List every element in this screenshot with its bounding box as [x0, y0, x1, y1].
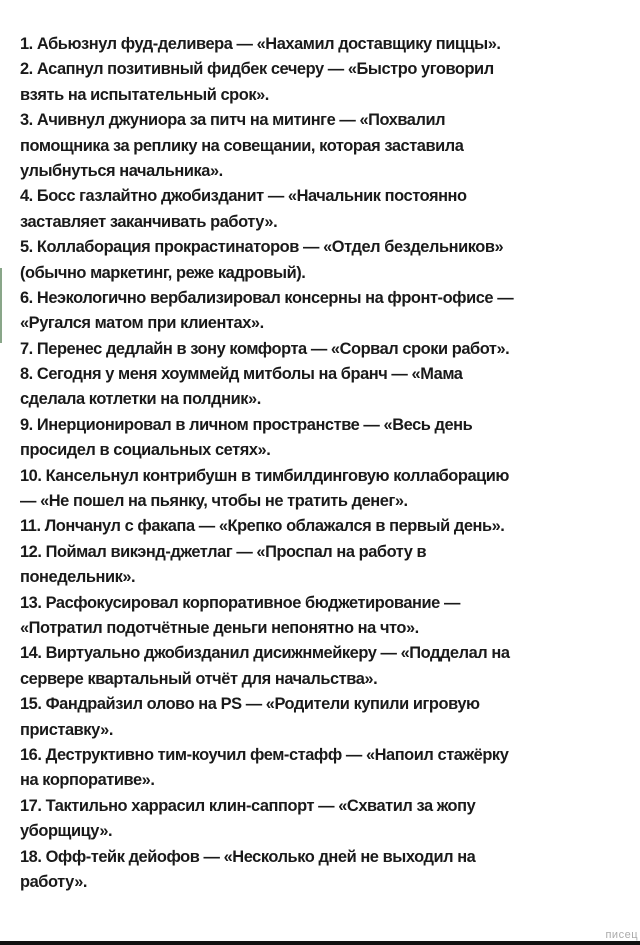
- list-item-line: сервере квартальный отчёт для начальства».: [20, 669, 378, 688]
- list-item: [20, 591, 635, 642]
- list-item: [20, 57, 635, 108]
- list-item: [20, 794, 635, 845]
- list-item-line: 17. Тактильно харрасил клин-саппорт — «Схватил за жопу: [20, 796, 476, 815]
- list-item-line: 6. Неэкологично вербализировал консерны на фронт-офисе —: [20, 288, 514, 307]
- list-item-line: 2. Асапнул позитивный фидбек сечеру — «Быстро уговорил: [20, 60, 494, 79]
- list-item-line: 12. Поймал викэнд-джетлаг — «Проспал на работу в: [20, 542, 427, 561]
- list-item: [20, 845, 635, 896]
- list-item-line: «Ругался матом при клиентах».: [20, 314, 264, 333]
- list-item-line: 11. Лончанул с факапа — «Крепко облажался в первый день».: [20, 517, 505, 536]
- list-item-line: заставляет заканчивать работу».: [20, 212, 278, 231]
- list-item-line: 14. Виртуально джобизданил дисижнмейкеру — «Подделал на: [20, 644, 510, 663]
- list-item: [20, 235, 635, 286]
- list-item-line: просидел в социальных сетях».: [20, 441, 271, 460]
- list-item: [20, 514, 635, 539]
- list-item: [20, 641, 635, 692]
- left-edge-decoration: [0, 268, 2, 343]
- list-item-line: 7. Перенес дедлайн в зону комфорта — «Сорвал сроки работ».: [20, 339, 510, 358]
- list-item-line: помощника за реплику на совещании, которая заставила: [20, 136, 464, 155]
- list-item-line: уборщицу».: [20, 822, 113, 841]
- list-item-line: 10. Кансельнул контрибушн в тимбилдинговую коллаборацию: [20, 466, 510, 485]
- list-item-line: 1. Абьюзнул фуд-деливера — «Нахамил доставщику пиццы».: [20, 35, 501, 53]
- list-item-line: сделала котлетки на полдник».: [20, 390, 261, 409]
- list-item-line: на корпоративе».: [20, 771, 155, 790]
- bottom-border: [0, 941, 640, 945]
- list-item: [20, 743, 635, 794]
- list-item: [20, 108, 635, 184]
- list-item: [20, 362, 635, 413]
- list-item-line: 13. Расфокусировал корпоративное бюджетирование —: [20, 593, 460, 612]
- list-item: [20, 32, 635, 57]
- list-item: [20, 286, 635, 337]
- list-item: [20, 692, 635, 743]
- list-item-line: — «Не пошел на пьянку, чтобы не тратить денег».: [20, 492, 408, 511]
- list-item: [20, 337, 635, 362]
- list-item-line: взять на испытательный срок».: [20, 85, 269, 104]
- watermark: писец: [605, 929, 638, 941]
- list-item-line: 15. Фандрайзил олово на PS — «Родители купили игровую: [20, 695, 480, 714]
- list-item-line: приставку».: [20, 720, 113, 739]
- list-item-line: 4. Босс газлайтно джобизданит — «Начальник постоянно: [20, 187, 467, 206]
- list-item: [20, 464, 635, 515]
- list-item-line: улыбнуться начальника».: [20, 161, 223, 180]
- list-item-line: «Потратил подотчётные деньги непонятно на что».: [20, 618, 419, 637]
- list-item-line: 9. Инерционировал в личном пространстве — «Весь день: [20, 415, 473, 434]
- list-item: [20, 184, 635, 235]
- list-item-line: работу».: [20, 872, 88, 891]
- list-item: [20, 540, 635, 591]
- document-list: [20, 32, 635, 895]
- list-item-line: 16. Деструктивно тим-коучил фем-стафф — «Напоил стажёрку: [20, 745, 509, 764]
- list-item-line: 8. Сегодня у меня хоуммейд митболы на бранч — «Мама: [20, 365, 463, 384]
- list-item-line: 3. Ачивнул джуниора за питч на митинге — «Похвалил: [20, 111, 446, 130]
- list-item: [20, 413, 635, 464]
- list-item-line: понедельник».: [20, 568, 136, 587]
- list-item-line: (обычно маркетинг, реже кадровый).: [20, 263, 306, 282]
- list-item-line: 5. Коллаборация прокрастинаторов — «Отдел бездельников»: [20, 238, 504, 257]
- list-item-line: 18. Офф-тейк дейофов — «Несколько дней не выходил на: [20, 847, 476, 866]
